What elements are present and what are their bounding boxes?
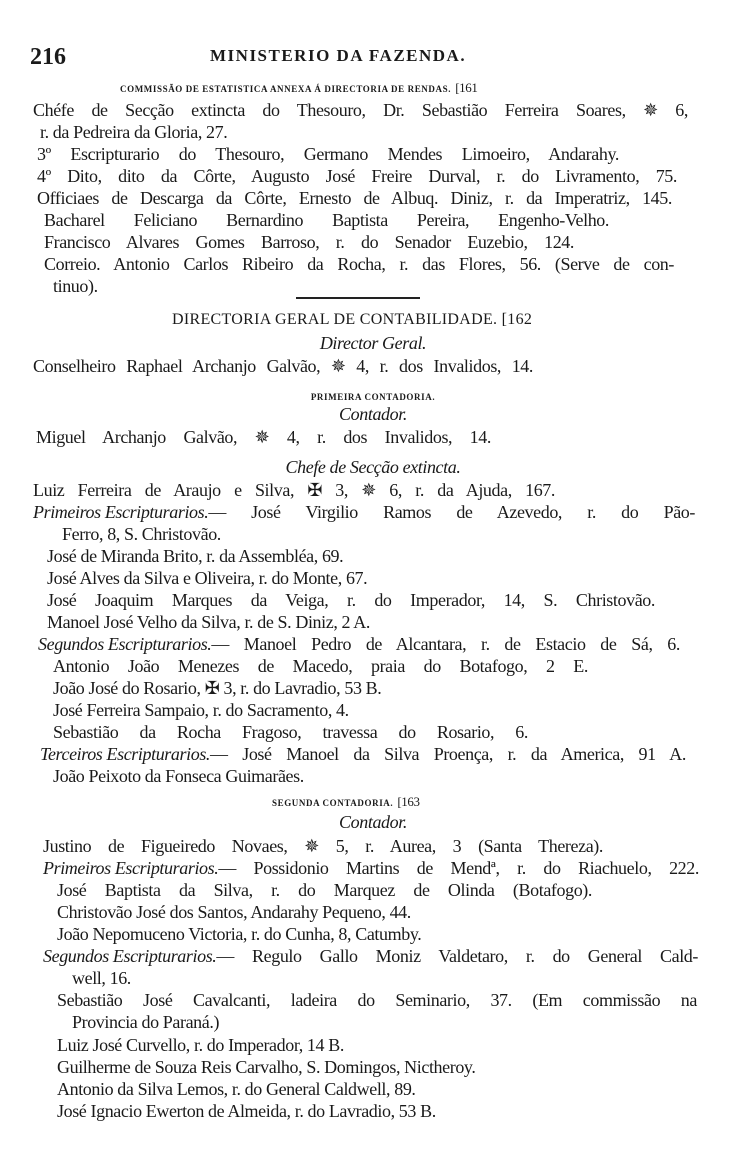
- entry-line: José Joaquim Marques da Veiga, r. do Imperador, 14, S. Christovão.: [47, 590, 655, 610]
- entry-line: r. da Pedreira da Gloria, 27.: [40, 122, 228, 142]
- entry-line: 3º Escripturario do Thesouro, Germano Mendes Limoeiro, Andarahy.: [37, 144, 619, 164]
- role-label: Segundos Escripturarios.: [43, 946, 217, 966]
- entry-line: Bacharel Feliciano Bernardino Baptista Pereira, Engenho-Velho.: [44, 210, 609, 230]
- entry-line: [43, 858, 699, 878]
- section-divider: [296, 297, 420, 299]
- section-heading-commissao: [120, 76, 477, 99]
- entry-line: Provincia do Paraná.): [72, 1012, 220, 1032]
- role-title: Contador.: [339, 812, 407, 832]
- entry-line: Chéfe de Secção extincta do Thesouro, Dr. Sebastião Ferreira Soares, ✵ 6,: [33, 100, 688, 120]
- entry-text: — José Manoel da Silva Proença, r. da America, 91 A.: [210, 744, 686, 764]
- section-number: [163: [397, 794, 420, 809]
- entry-line: Officiaes de Descarga da Côrte, Ernesto de Albuq. Diniz, r. da Imperatriz, 145.: [37, 188, 672, 208]
- entry-text: — José Virgilio Ramos de Azevedo, r. do Pão-: [208, 502, 695, 522]
- entry-line: [40, 744, 686, 764]
- entry-line: Antonio da Silva Lemos, r. do General Caldwell, 89.: [57, 1079, 416, 1099]
- role-title: Contador.: [339, 404, 407, 424]
- heading-text: PRIMEIRA CONTADORIA.: [310, 392, 436, 402]
- entry-line: João Nepomuceno Victoria, r. do Cunha, 8, Catumby.: [57, 924, 422, 944]
- entry-text: — Possidonio Martins de Mendª, r. do Riachuelo, 222.: [218, 858, 699, 878]
- entry-line: well, 16.: [72, 968, 131, 988]
- entry-line: Christovão José dos Santos, Andarahy Pequeno, 44.: [57, 902, 411, 922]
- entry-line: Correio. Antonio Carlos Ribeiro da Rocha, r. das Flores, 56. (Serve de con-: [44, 254, 674, 274]
- entry-line: [43, 946, 698, 966]
- entry-line: João José do Rosario, ✠ 3, r. do Lavradio, 53 B.: [53, 678, 382, 698]
- heading-text: SEGUNDA CONTADORIA.: [272, 798, 394, 808]
- entry-line: Ferro, 8, S. Christovão.: [62, 524, 221, 544]
- entry-line: Manoel José Velho da Silva, r. de S. Diniz, 2 A.: [47, 612, 370, 632]
- entry-line: Sebastião da Rocha Fragoso, travessa do Rosario, 6.: [53, 722, 528, 742]
- role-label: Terceiros Escripturarios.: [40, 744, 211, 764]
- entry-text: — Manoel Pedro de Alcantara, r. de Estacio de Sá, 6.: [211, 634, 680, 654]
- role-label: Primeiros Escripturarios.: [43, 858, 219, 878]
- entry-line: Justino de Figueiredo Novaes, ✵ 5, r. Aurea, 3 (Santa Thereza).: [43, 836, 603, 856]
- role-title: Director Geral.: [319, 333, 427, 353]
- entry-line: Sebastião José Cavalcanti, ladeira do Seminario, 37. (Em commissão na: [57, 990, 697, 1010]
- role-title: Chefe de Secção extincta.: [285, 457, 461, 477]
- entry-line: José Ferreira Sampaio, r. do Sacramento, 4.: [53, 700, 349, 720]
- page-title: MINISTERIO DA FAZENDA.: [210, 46, 467, 65]
- entry-line: Miguel Archanjo Galvão, ✵ 4, r. dos Invalidos, 14.: [36, 427, 491, 447]
- role-label: Primeiros Escripturarios.: [33, 502, 209, 522]
- entry-line: José de Miranda Brito, r. da Assembléa, 69.: [47, 546, 344, 566]
- entry-line: José Ignacio Ewerton de Almeida, r. do Lavradio, 53 B.: [57, 1101, 436, 1121]
- section-heading-contabilidade: [172, 310, 532, 330]
- heading-text: DIRECTORIA GERAL DE CONTABILIDADE.: [172, 311, 498, 328]
- section-number: [162: [501, 311, 533, 328]
- entry-line: 4º Dito, dito da Côrte, Augusto José Freire Durval, r. do Livramento, 75.: [37, 166, 677, 186]
- entry-line: [33, 502, 695, 522]
- entry-line: Francisco Alvares Gomes Barroso, r. do Senador Euzebio, 124.: [44, 232, 574, 252]
- entry-line: Luiz Ferreira de Araujo e Silva, ✠ 3, ✵ 6, r. da Ajuda, 167.: [33, 480, 555, 500]
- entry-text: — Regulo Gallo Moniz Valdetaro, r. do General Cald-: [216, 946, 698, 966]
- entry-line: tinuo).: [53, 276, 98, 296]
- entry-line: Conselheiro Raphael Archanjo Galvão, ✵ 4, r. dos Invalidos, 14.: [33, 356, 533, 376]
- entry-line: Luiz José Curvello, r. do Imperador, 14 B.: [57, 1035, 344, 1055]
- subsection-heading: [272, 790, 420, 813]
- entry-line: José Alves da Silva e Oliveira, r. do Monte, 67.: [47, 568, 368, 588]
- entry-line: Antonio João Menezes de Macedo, praia do Botafogo, 2 E.: [53, 656, 588, 676]
- role-label: Segundos Escripturarios.: [38, 634, 212, 654]
- entry-line: João Peixoto da Fonseca Guimarães.: [53, 766, 304, 786]
- heading-text: COMMISSÃO DE ESTATISTICA ANNEXA Á DIRECTORIA DE RENDAS.: [120, 84, 452, 94]
- entry-line: Guilherme de Souza Reis Carvalho, S. Domingos, Nictheroy.: [57, 1057, 476, 1077]
- entry-line: [38, 634, 680, 654]
- section-number: [161: [455, 80, 478, 95]
- page-number: 216: [30, 44, 66, 70]
- entry-line: José Baptista da Silva, r. do Marquez de Olinda (Botafogo).: [57, 880, 592, 900]
